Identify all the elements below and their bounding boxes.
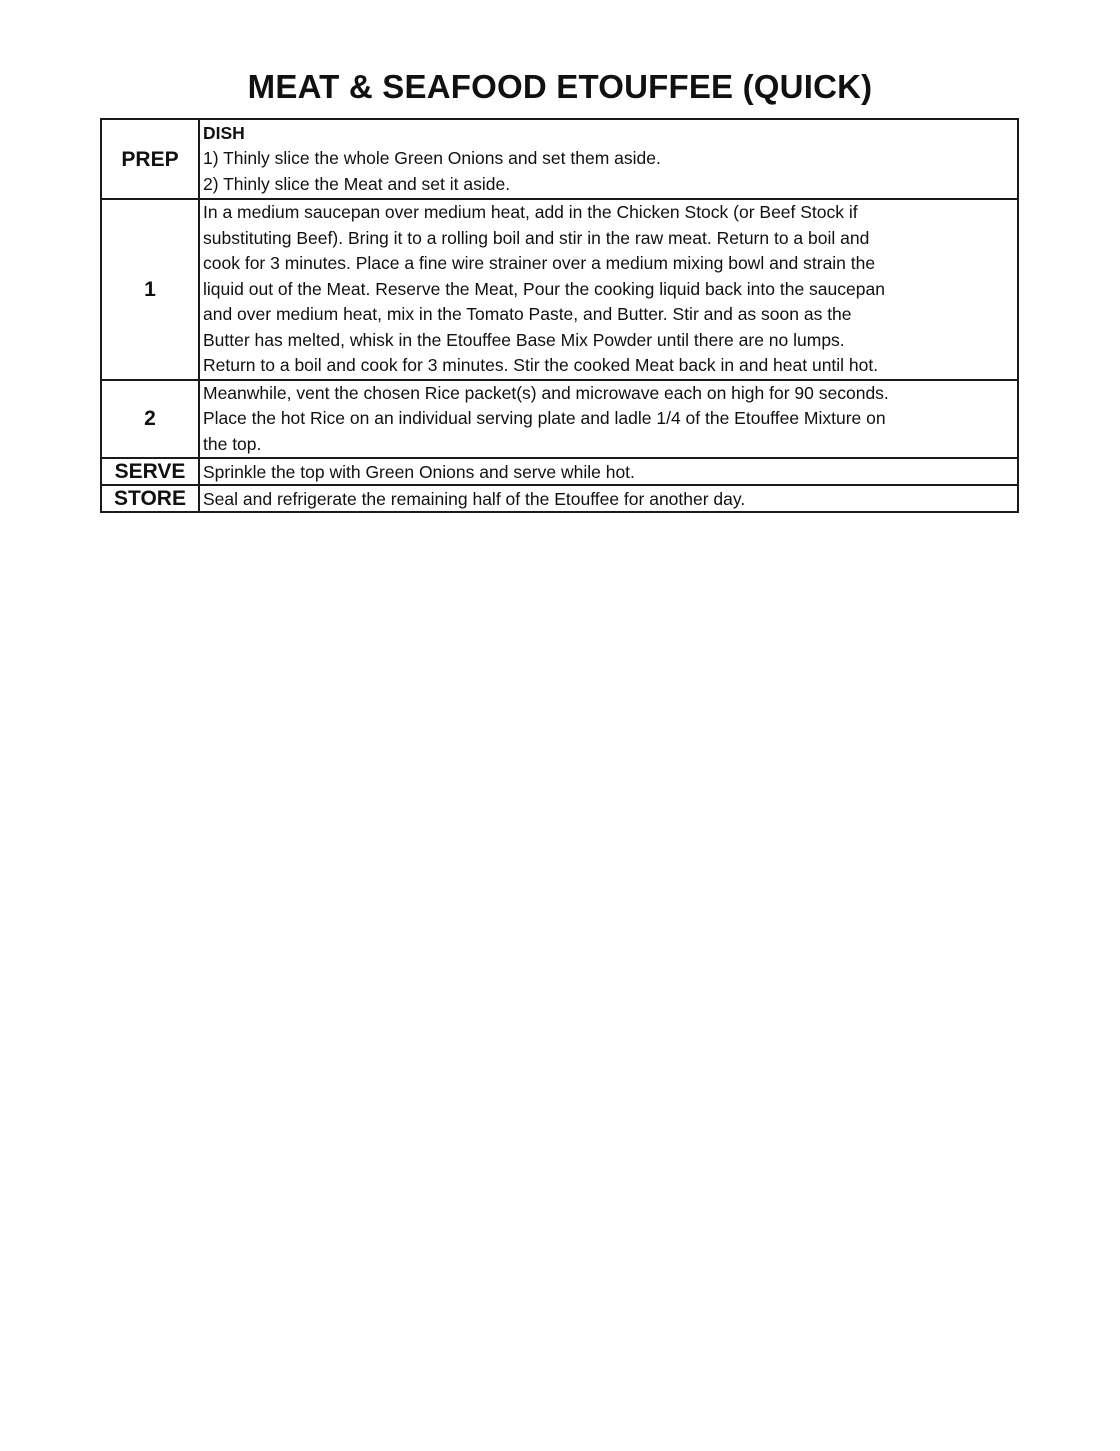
- table-row-step-1: [101, 199, 1018, 380]
- recipe-steps-table: [100, 118, 1019, 513]
- serve-line: Sprinkle the top with Green Onions and serve while hot.: [203, 461, 635, 482]
- prep-line: 2) Thinly slice the Meat and set it aside.: [203, 173, 511, 194]
- step-label-1: 1: [101, 199, 199, 380]
- step-text-2: [199, 380, 1018, 459]
- step-2-line: Place the hot Rice on an individual serving plate and ladle 1/4 of the Etouffee Mixture on: [203, 408, 886, 428]
- step-label-store: STORE: [101, 485, 199, 512]
- store-line: Seal and refrigerate the remaining half of the Etouffee for another day.: [203, 488, 746, 509]
- step-text-prep: [199, 119, 1018, 199]
- step-1-line: Return to a boil and cook for 3 minutes. Stir the cooked Meat back in and heat until hot.: [203, 355, 879, 375]
- prep-line: 1) Thinly slice the whole Green Onions and set them aside.: [203, 148, 661, 169]
- step-1-line: Butter has melted, whisk in the Etouffee Base Mix Powder until there are no lumps.: [203, 329, 845, 350]
- step-1-line: In a medium saucepan over medium heat, add in the Chicken Stock (or Beef Stock if: [203, 202, 858, 222]
- table-row-prep: [101, 119, 1018, 199]
- step-label-2: 2: [101, 380, 199, 459]
- page-title: MEAT & SEAFOOD ETOUFFEE (QUICK): [247, 68, 873, 105]
- step-label-prep: PREP: [101, 119, 199, 199]
- step-2-line: the top.: [203, 433, 262, 454]
- table-row-serve: [101, 458, 1018, 485]
- step-text-serve: [199, 458, 1018, 485]
- step-text-1: [199, 199, 1018, 380]
- table-row-store: [101, 485, 1018, 512]
- step-1-line: and over medium heat, mix in the Tomato Paste, and Butter. Stir and as soon as the: [203, 304, 852, 324]
- step-1-line: substituting Beef). Bring it to a rolling boil and stir in the raw meat. Return to a boil and: [203, 227, 870, 248]
- step-1-line: liquid out of the Meat. Reserve the Meat, Pour the cooking liquid back into the saucepan: [203, 278, 885, 299]
- step-2-line: Meanwhile, vent the chosen Rice packet(s) and microwave each on high for 90 seconds.: [203, 382, 889, 403]
- prep-heading: DISH: [203, 122, 245, 143]
- table-row-step-2: [101, 380, 1018, 459]
- step-label-serve: SERVE: [101, 458, 199, 485]
- step-text-store: [199, 485, 1018, 512]
- step-1-line: cook for 3 minutes. Place a fine wire strainer over a medium mixing bowl and strain the: [203, 253, 876, 273]
